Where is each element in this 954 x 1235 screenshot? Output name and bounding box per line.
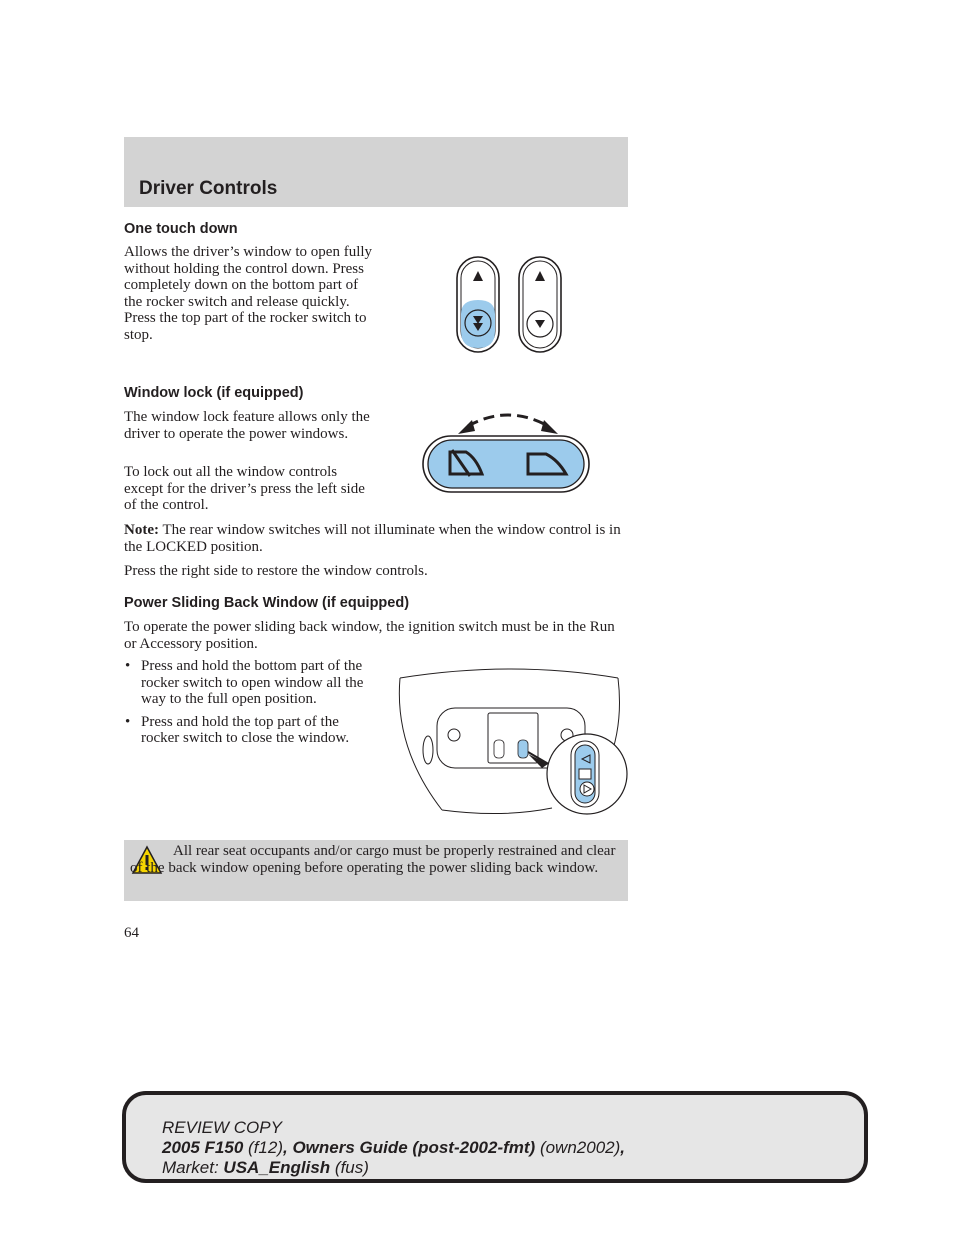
window-lock-text-1: The window lock feature allows only the driver to operate the power windows. xyxy=(124,409,370,442)
sliding-window-steps xyxy=(124,658,379,753)
footer-model: 2005 F150 xyxy=(162,1138,244,1157)
page-number: 64 xyxy=(124,925,139,941)
window-lock-switch-illustration xyxy=(420,410,592,496)
driver-rocker-switch xyxy=(457,257,499,352)
overhead-console-illustration xyxy=(392,668,632,820)
one-touch-text: Allows the driver’s window to open fully without holding the control down. Press completely down on the bottom part of the rocker switch and release quickly. Press the top part of the rocker switch to stop. xyxy=(124,244,373,343)
footer-guide-code: (own2002) xyxy=(539,1138,621,1157)
review-copy-footer xyxy=(122,1091,868,1183)
sliding-window-heading: Power Sliding Back Window (if equipped) xyxy=(124,595,410,611)
window-lock-heading: Window lock (if equipped) xyxy=(124,385,304,401)
note-paragraph xyxy=(124,522,624,555)
footer-market: USA_English xyxy=(223,1158,331,1177)
window-icon xyxy=(579,769,591,779)
footer-market-label: Market: xyxy=(162,1158,219,1177)
note-text: The rear window switches will not illuminate when the window control is in the LOCKED position. xyxy=(124,522,621,555)
footer-guide: , Owners Guide (post-2002-fmt) xyxy=(283,1138,536,1157)
warning-box xyxy=(124,840,628,901)
note-label: Note: xyxy=(124,522,159,538)
footer-comma: , xyxy=(620,1138,625,1157)
footer-market-code: (fus) xyxy=(334,1158,369,1177)
one-touch-heading: One touch down xyxy=(124,221,238,237)
window-lock-text-2: To lock out all the window controls except for the driver’s press the left side of the control. xyxy=(124,464,365,513)
sliding-window-switch xyxy=(571,741,599,807)
passenger-rocker-switch xyxy=(519,257,561,352)
page-title: Driver Controls xyxy=(139,178,278,199)
footer-text xyxy=(162,1118,625,1178)
warning-text: All rear seat occupants and/or cargo must be properly restrained and clear of the back window opening before operating the power sliding back window. xyxy=(130,843,616,876)
toggle-arrow-icon xyxy=(468,415,548,426)
sliding-window-intro: To operate the power sliding back window, the ignition switch must be in the Run or Accessory position. xyxy=(124,619,615,652)
list-item: • Press and hold the top part of the rocker switch to close the window. xyxy=(124,714,379,747)
footer-model-code: (f12) xyxy=(248,1138,283,1157)
rocker-switch-illustration xyxy=(452,254,566,356)
footer-review-copy: REVIEW COPY xyxy=(162,1118,282,1137)
restore-text: Press the right side to restore the window controls. xyxy=(124,563,428,579)
list-item: • Press and hold the bottom part of the rocker switch to open window all the way to the full open position. xyxy=(124,658,379,708)
